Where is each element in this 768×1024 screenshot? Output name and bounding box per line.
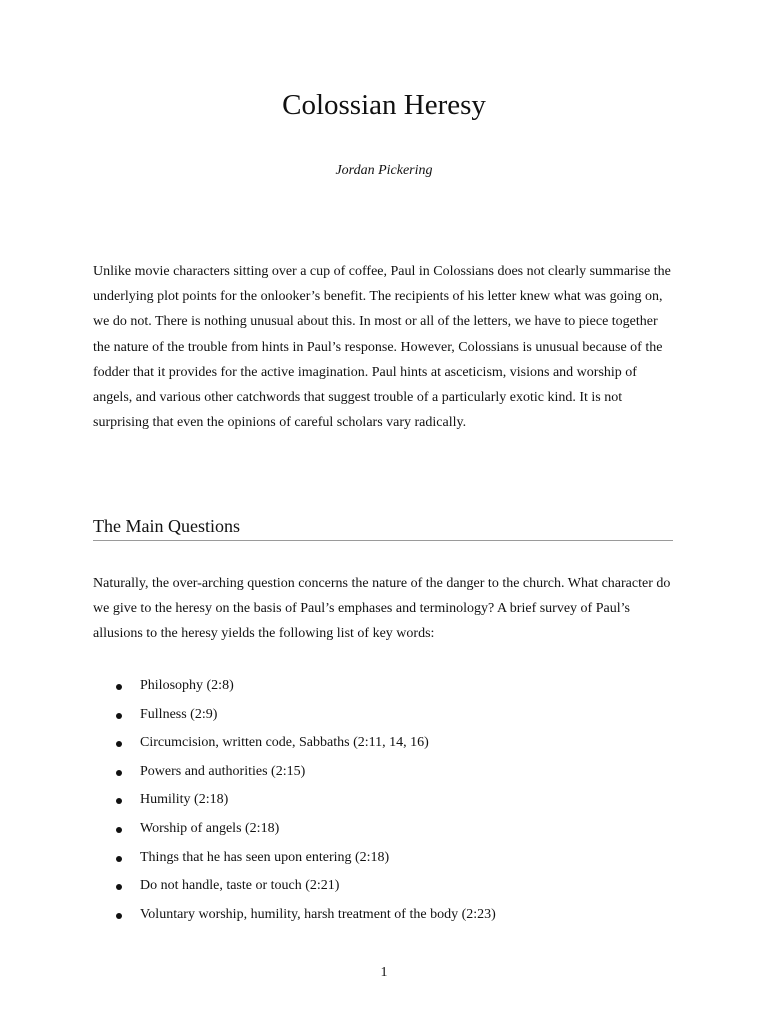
list-item-text: Voluntary worship, humility, harsh treatment of the body (2:23)	[140, 906, 496, 922]
list-item	[93, 758, 673, 787]
page-number: 1	[380, 965, 388, 980]
bullet-icon	[116, 713, 122, 719]
list-item	[93, 901, 673, 930]
bullet-icon	[116, 741, 122, 747]
bullet-icon	[116, 913, 122, 919]
list-item-text: Do not handle, taste or touch (2:21)	[140, 878, 340, 894]
list-item-text: Circumcision, written code, Sabbaths (2:11, 14, 16)	[140, 735, 429, 751]
bullet-icon	[116, 798, 122, 804]
list-item-text: Powers and authorities (2:15)	[140, 763, 306, 779]
bullet-icon	[116, 827, 122, 833]
author-name: Jordan Pickering	[335, 163, 433, 178]
list-item	[93, 844, 673, 873]
list-item	[93, 672, 673, 701]
bullet-icon	[116, 884, 122, 890]
list-item-text: Fullness (2:9)	[140, 706, 218, 722]
list-item-text: Humility (2:18)	[140, 792, 229, 808]
list-item	[93, 872, 673, 901]
bullet-icon	[116, 770, 122, 776]
list-item-text: Worship of angels (2:18)	[140, 820, 280, 836]
list-item	[93, 786, 673, 815]
list-item	[93, 729, 673, 758]
list-item	[93, 815, 673, 844]
list-item	[93, 701, 673, 730]
bullet-icon	[116, 856, 122, 862]
section-paragraph: Naturally, the over-arching question concerns the nature of the danger to the church. What character do we give to the heresy on the basis of Paul’s emphases and terminology? A brief survey of Paul’s allusions to the heresy yields the following list of key words:	[93, 576, 671, 642]
list-item-text: Things that he has seen upon entering (2:18)	[140, 849, 390, 865]
list-item-text: Philosophy (2:8)	[140, 678, 234, 693]
document-title: Colossian Heresy	[282, 89, 486, 121]
bullet-icon	[116, 684, 122, 690]
key-words-list	[93, 672, 673, 929]
section-heading: The Main Questions	[93, 514, 673, 541]
intro-paragraph: Unlike movie characters sitting over a cup of coffee, Paul in Colossians does not clearly summarise the underlying plot points for the onlooker’s benefit. The recipients of his letter knew what was going on, we do not. There is nothing unusual about this. In most or all of the letters, we have to piece together the nature of the trouble from hints in Paul’s response. However, Colossians is unusual because of the fodder that it provides for the active imagination. Paul hints at asceticism, visions and worship of angels, and various other catchwords that suggest trouble of a particularly exotic kind. It is not surprising that even the opinions of careful scholars vary radically.	[93, 264, 671, 431]
